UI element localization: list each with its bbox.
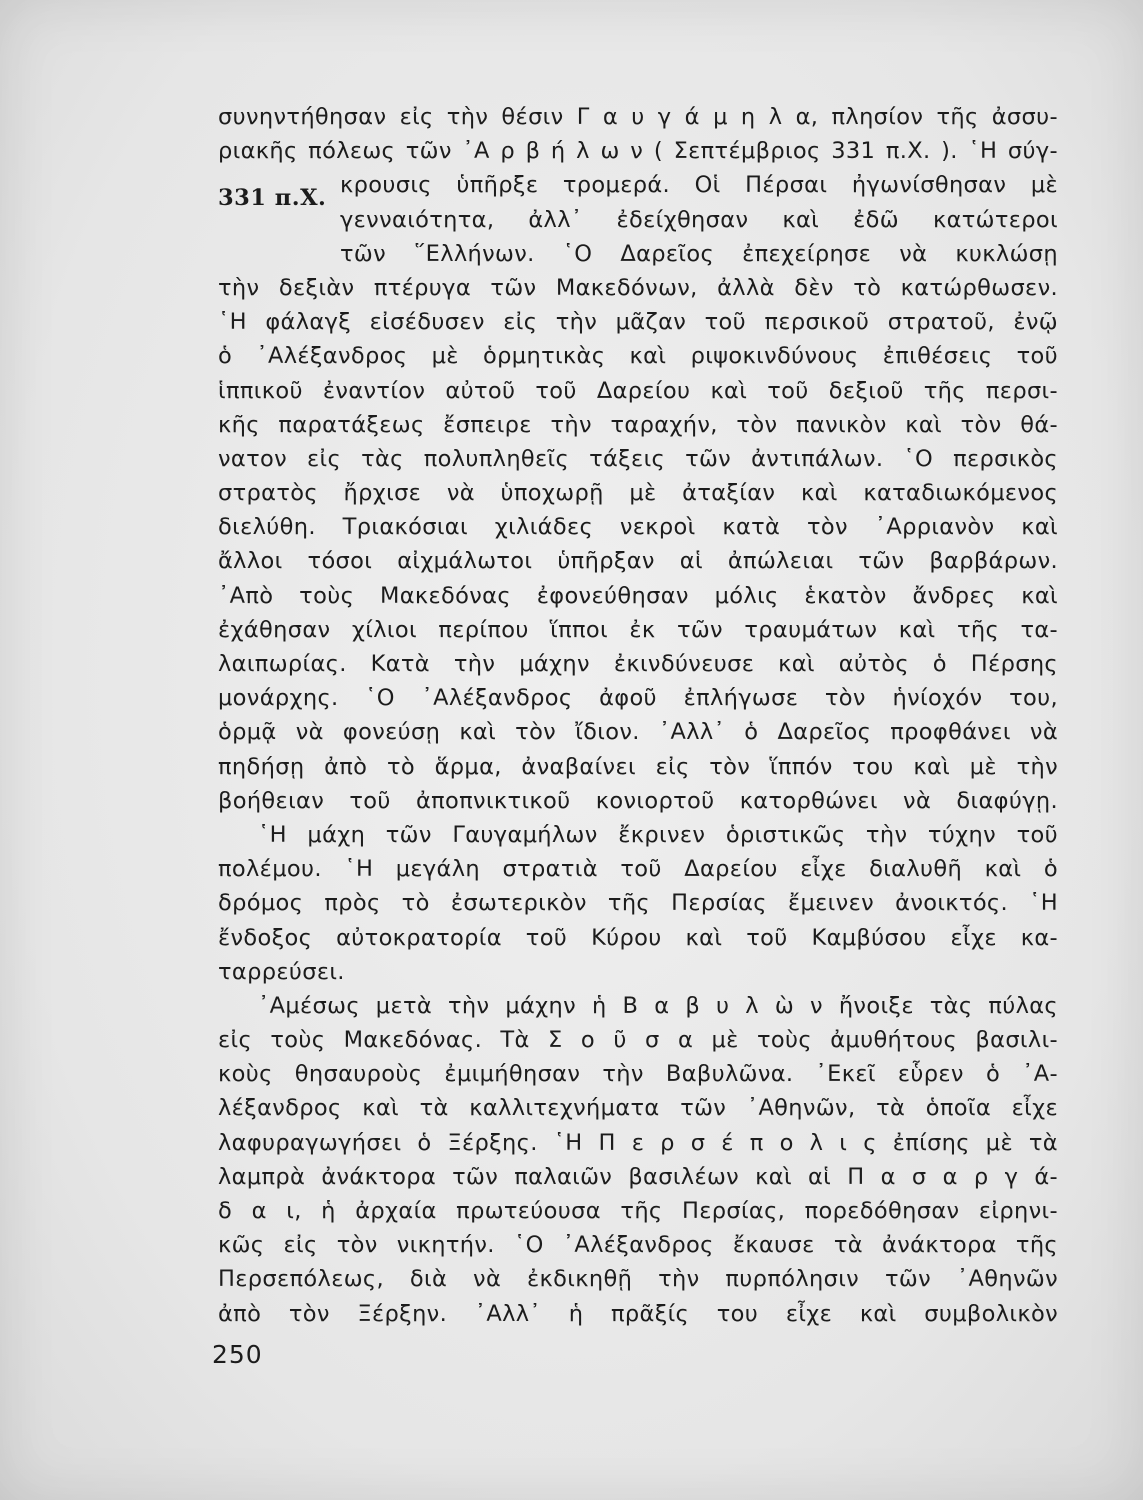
text-line: δ α ι, ἡ ἀρχαία πρωτεύουσα τῆς Περσίας, πορεδόθησαν εἰρηνι-: [218, 1198, 1058, 1224]
text-line: λέξανδρος καὶ τὰ καλλιτεχνήματα τῶν ᾿Αθηνῶν, τὰ ὁποῖα εἶχε: [218, 1095, 1058, 1122]
text-line: στρατὸς ἤρχισε νὰ ὑποχωρῇ μὲ ἀταξίαν καὶ καταδιωκόμενος: [218, 480, 1058, 507]
text-line: κῶς εἰς τὸν νικητήν. ῾Ο ᾿Αλέξανδρος ἔκαυσε τὰ ἀνάκτορα τῆς: [218, 1232, 1058, 1259]
text-line: κῆς παρατάξεως ἔσπειρε τὴν ταραχήν, τὸν πανικὸν καὶ τὸν θά-: [218, 411, 1058, 438]
text-line: ὁρμᾷ νὰ φονεύσῃ καὶ τὸν ἴδιον. ᾿Αλλ᾿ ὁ Δαρεῖος προφθάνει νὰ: [218, 719, 1058, 746]
text-line: πηδήσῃ ἀπὸ τὸ ἅρμα, ἀναβαίνει εἰς τὸν ἵππόν του καὶ μὲ τὴν: [218, 753, 1058, 780]
text-line: ᾿Αμέσως μετὰ τὴν μάχην ἡ Β α β υ λ ὼ ν ἤνοιξε τὰς πύλας: [258, 992, 1058, 1019]
text-line: ἱππικοῦ ἐναντίον αὐτοῦ τοῦ Δαρείου καὶ τοῦ δεξιοῦ τῆς περσι-: [218, 377, 1058, 404]
text-line: ὁ ᾿Αλέξανδρος μὲ ὁρμητικὰς καὶ ριψοκινδύνους ἐπιθέσεις τοῦ: [218, 343, 1058, 370]
text-line: ταρρεύσει.: [218, 958, 345, 985]
text-line: νατον εἰς τὰς πολυπληθεῖς τάξεις τῶν ἀντιπάλων. ῾Ο περσικὸς: [218, 445, 1058, 472]
text-line: λαφυραγωγήσει ὁ Ξέρξης. ῾Η Π ε ρ σ έ π ο λ ι ς ἐπίσης μὲ τὰ: [218, 1129, 1058, 1156]
text-line: πολέμου. ῾Η μεγάλη στρατιὰ τοῦ Δαρείου εἶχε διαλυθῆ καὶ ὁ: [218, 856, 1058, 883]
text-line: λαιπωρίας. Κατὰ τὴν μάχην ἐκινδύνευσε καὶ αὐτὸς ὁ Πέρσης: [218, 651, 1058, 677]
text-line: ἔνδοξος αὐτοκρατορία τοῦ Κύρου καὶ τοῦ Καμβύσου εἶχε κα-: [218, 924, 1058, 951]
page-number: 250: [212, 1340, 263, 1369]
text-line: λαμπρὰ ἀνάκτορα τῶν παλαιῶν βασιλέων καὶ αἱ Π α σ α ρ γ ά-: [218, 1163, 1058, 1190]
text-line: διελύθη. Τριακόσιαι χιλιάδες νεκροὶ κατὰ τὸν ᾿Αρριανὸν καὶ: [218, 514, 1058, 541]
text-line: ῾Η φάλαγξ εἰσέδυσεν εἰς τὴν μᾶζαν τοῦ περσικοῦ στρατοῦ, ἐνῷ: [218, 309, 1058, 336]
text-line: βοήθειαν τοῦ ἀποπνικτικοῦ κονιορτοῦ κατορθώνει νὰ διαφύγῃ.: [218, 787, 1058, 814]
text-line: Περσεπόλεως, διὰ νὰ ἐκδικηθῇ τὴν πυρπόλησιν τῶν ᾿Αθηνῶν: [218, 1266, 1058, 1293]
text-line: κοὺς θησαυροὺς ἐμιμήθησαν τὴν Βαβυλῶνα. ᾿Εκεῖ εὗρεν ὁ ᾿Α-: [218, 1061, 1058, 1088]
text-line: ᾿Απὸ τοὺς Μακεδόνας ἐφονεύθησαν μόλις ἑκατὸν ἄνδρες καὶ: [218, 582, 1058, 609]
text-line: ῾Η μάχη τῶν Γαυγαμήλων ἔκρινεν ὁριστικῶς τὴν τύχην τοῦ: [258, 821, 1058, 848]
text-line: ἀπὸ τὸν Ξέρξην. ᾿Αλλ᾿ ἡ πρᾶξίς του εἶχε καὶ συμβολικὸν: [218, 1300, 1058, 1327]
text-line: δρόμος πρὸς τὸ ἐσωτερικὸν τῆς Περσίας ἔμεινεν ἀνοικτός. ῾Η: [218, 890, 1058, 917]
text-line: τῶν ῞Ελλήνων. ῾Ο Δαρεῖος ἐπεχείρησε νὰ κυκλώσῃ: [340, 240, 1058, 267]
text-line: εἰς τοὺς Μακεδόνας. Τὰ Σ ο ῦ σ α μὲ τοὺς ἀμυθήτους βασιλι-: [218, 1027, 1058, 1054]
text-line: ἄλλοι τόσοι αἰχμάλωτοι ὑπῆρξαν αἱ ἀπώλειαι τῶν βαρβάρων.: [218, 548, 1058, 575]
text-line: κρουσις ὑπῆρξε τρομερά. Οἱ Πέρσαι ἠγωνίσθησαν μὲ: [340, 172, 1058, 199]
text-line: συνηντήθησαν εἰς τὴν θέσιν Γ α υ γ ά μ η λ α, πλησίον τῆς ἀσσυ-: [218, 104, 1058, 130]
text-line: ἐχάθησαν χίλιοι περίπου ἵπποι ἐκ τῶν τραυμάτων καὶ τῆς τα-: [218, 616, 1058, 643]
margin-date-note: 331 π.Χ.: [218, 185, 327, 211]
text-line: μονάρχης. ῾Ο ᾿Αλέξανδρος ἀφοῦ ἐπλήγωσε τὸν ἡνίοχόν του,: [218, 685, 1058, 712]
text-line: τὴν δεξιὰν πτέρυγα τῶν Μακεδόνων, ἀλλὰ δὲν τὸ κατώρθωσεν.: [218, 274, 1058, 301]
body-text: [218, 100, 1058, 1331]
text-line: ριακῆς πόλεως τῶν ᾿Α ρ β ή λ ω ν ( Σεπτέμβριος 331 π.Χ. ). ῾Η σύγ-: [218, 138, 1058, 165]
text-line: γενναιότητα, ἀλλ᾿ ἐδείχθησαν καὶ ἐδῶ κατώτεροι: [340, 206, 1058, 233]
